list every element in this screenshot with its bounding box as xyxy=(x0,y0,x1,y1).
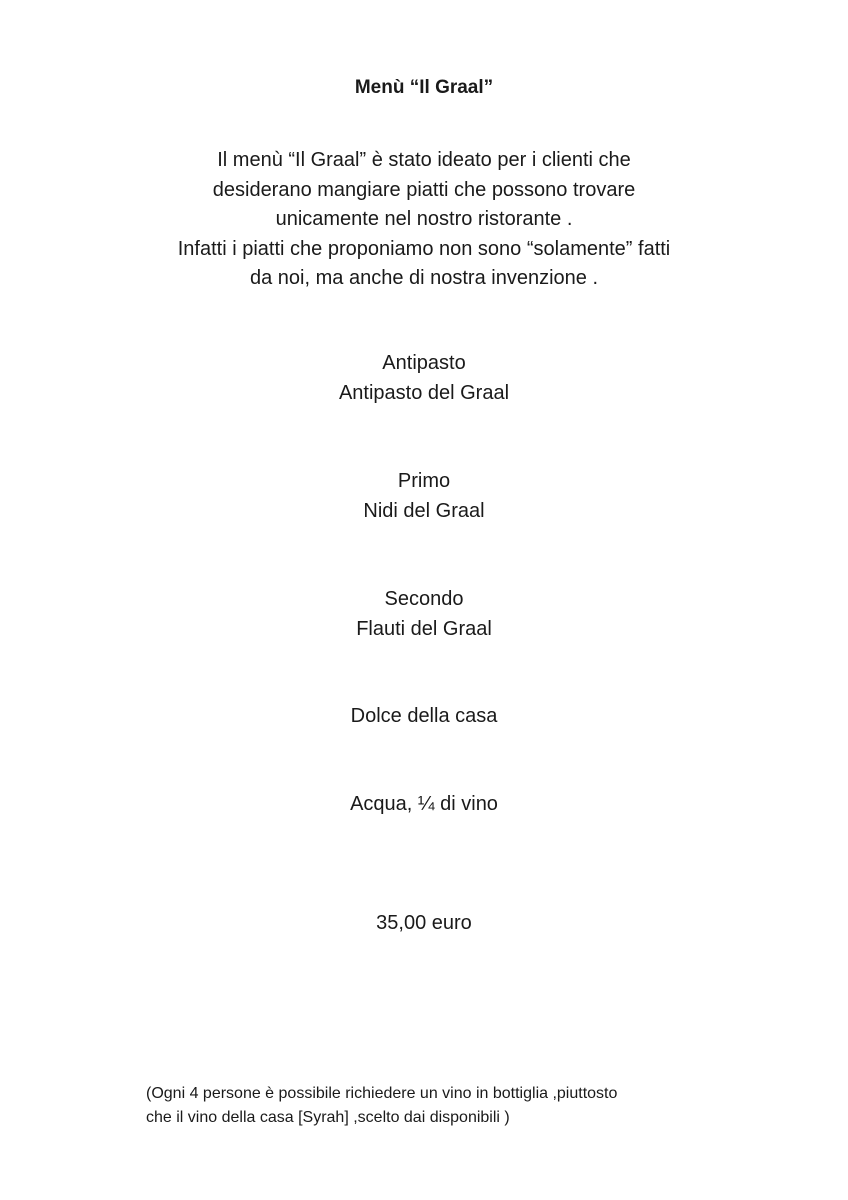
note-line: che il vino della casa [Syrah] ,scelto dai disponibili ) xyxy=(146,1109,510,1126)
note-line: (Ogni 4 persone è possibile richiedere un vino in bottiglia ,piuttosto xyxy=(146,1085,618,1102)
intro-line: unicamente nel nostro ristorante . xyxy=(275,208,573,230)
course-drinks xyxy=(0,790,848,820)
course-dish: Antipasto del Graal xyxy=(338,381,510,404)
course-label: Antipasto xyxy=(382,352,466,374)
course-dessert xyxy=(0,702,848,732)
course-primo xyxy=(0,467,848,526)
course-dish: Flauti del Graal xyxy=(356,617,492,640)
intro-line: Infatti i piatti che proponiamo non sono “solamente” fatti xyxy=(177,237,671,260)
course-label: Secondo xyxy=(384,588,464,610)
course-dish: Nidi del Graal xyxy=(363,499,485,522)
course-label: Primo xyxy=(397,470,451,492)
menu-price: 35,00 euro xyxy=(376,912,472,934)
course-antipasto xyxy=(0,349,848,408)
menu-note xyxy=(146,1082,766,1130)
intro-line: da noi, ma anche di nostra invenzione . xyxy=(250,267,598,289)
menu-title: Menù “Il Graal” xyxy=(354,77,494,98)
course-secondo xyxy=(0,585,848,644)
menu-intro xyxy=(0,146,848,294)
intro-line: Il menù “Il Graal” è stato ideato per i clienti che xyxy=(217,149,631,171)
drinks-text: Acqua, ¼ di vino xyxy=(350,793,498,815)
intro-line: desiderano mangiare piatti che possono trovare xyxy=(212,178,636,201)
dessert-text: Dolce della casa xyxy=(350,705,498,727)
